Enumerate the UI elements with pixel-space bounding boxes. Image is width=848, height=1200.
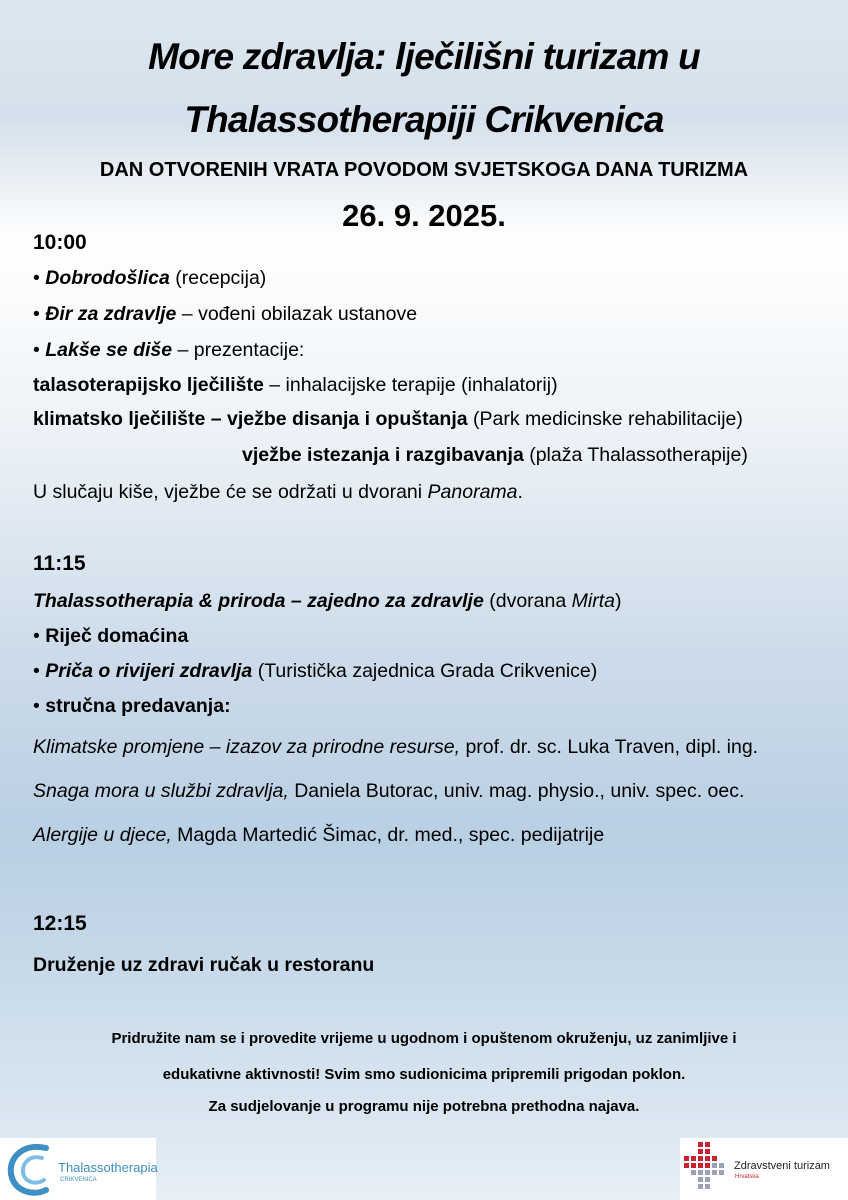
page-title-line2: Thalassotherapiji Crikvenica [184,99,664,140]
logo-name: Zdravstveni turizam [734,1160,830,1172]
page-subtitle: DAN OTVORENIH VRATA POVODOM SVJETSKOGA DANA TURIZMA [99,159,749,181]
logo-sub: Hrvatska [735,1174,759,1180]
wave-icon [2,1138,58,1200]
program-item: • Đir za zdravlje – vođeni obilazak ustanove [33,303,418,325]
logo-name: Thalassotherapia [58,1160,158,1175]
lecture-item: Klimatske promjene – izazov za prirodne resurse, prof. dr. sc. Luka Traven, dipl. ing. [33,736,759,758]
program-item: • Lakše se diše – prezentacije: [33,339,305,361]
zdravstveni-turizam-logo [680,1138,848,1200]
program-item: klimatsko lječilište – vježbe disanja i opuštanja (Park medicinske rehabilitacije) [33,408,743,430]
program-item: • Priča o rivijeri zdravlja (Turistička zajednica Grada Crikvenice) [33,660,598,682]
event-date: 26. 9. 2025. [342,198,506,233]
program-item: Druženje uz zdravi ručak u restoranu [33,954,375,976]
program-item: • Dobrodošlica (recepcija) [33,267,267,289]
program-item: Thalassotherapia & priroda – zajedno za zdravlje (dvorana Mirta) [33,590,622,612]
program-item: • Riječ domaćina [33,625,189,647]
program-item: vježbe istezanja i razgibavanja (plaža Thalassotherapije) [242,444,748,466]
section-time: 11:15 [33,552,86,575]
program-note: U slučaju kiše, vježbe će se održati u dvorani Panorama. [33,481,523,503]
footer-line3: Za sudjelovanje u programu nije potrebna prethodna najava. [208,1098,640,1115]
footer-line1: Pridružite nam se i provedite vrijeme u ugodnom i opuštenom okruženju, uz zanimljive i [111,1030,737,1047]
footer-line2: edukativne aktivnosti! Svim smo sudionicima pripremili prigodan poklon. [162,1066,686,1083]
logo-sub: CRIKVENICA [60,1177,97,1183]
program-item: talasoterapijsko lječilište – inhalacijske terapije (inhalatorij) [33,374,558,396]
section-time: 10:00 [33,231,87,254]
lecture-item: Snaga mora u službi zdravlja, Daniela Butorac, univ. mag. physio., univ. spec. oec. [33,780,745,802]
program-item: • stručna predavanja: [33,695,231,717]
lecture-item: Alergije u djece, Magda Martedić Šimac, dr. med., spec. pedijatrije [33,824,605,846]
section-time: 12:15 [33,912,87,935]
thalassotherapia-logo [0,1138,156,1200]
page-title-line1: More zdravlja: lječilišni turizam u [148,36,700,77]
pixel-cross-icon [682,1140,730,1198]
